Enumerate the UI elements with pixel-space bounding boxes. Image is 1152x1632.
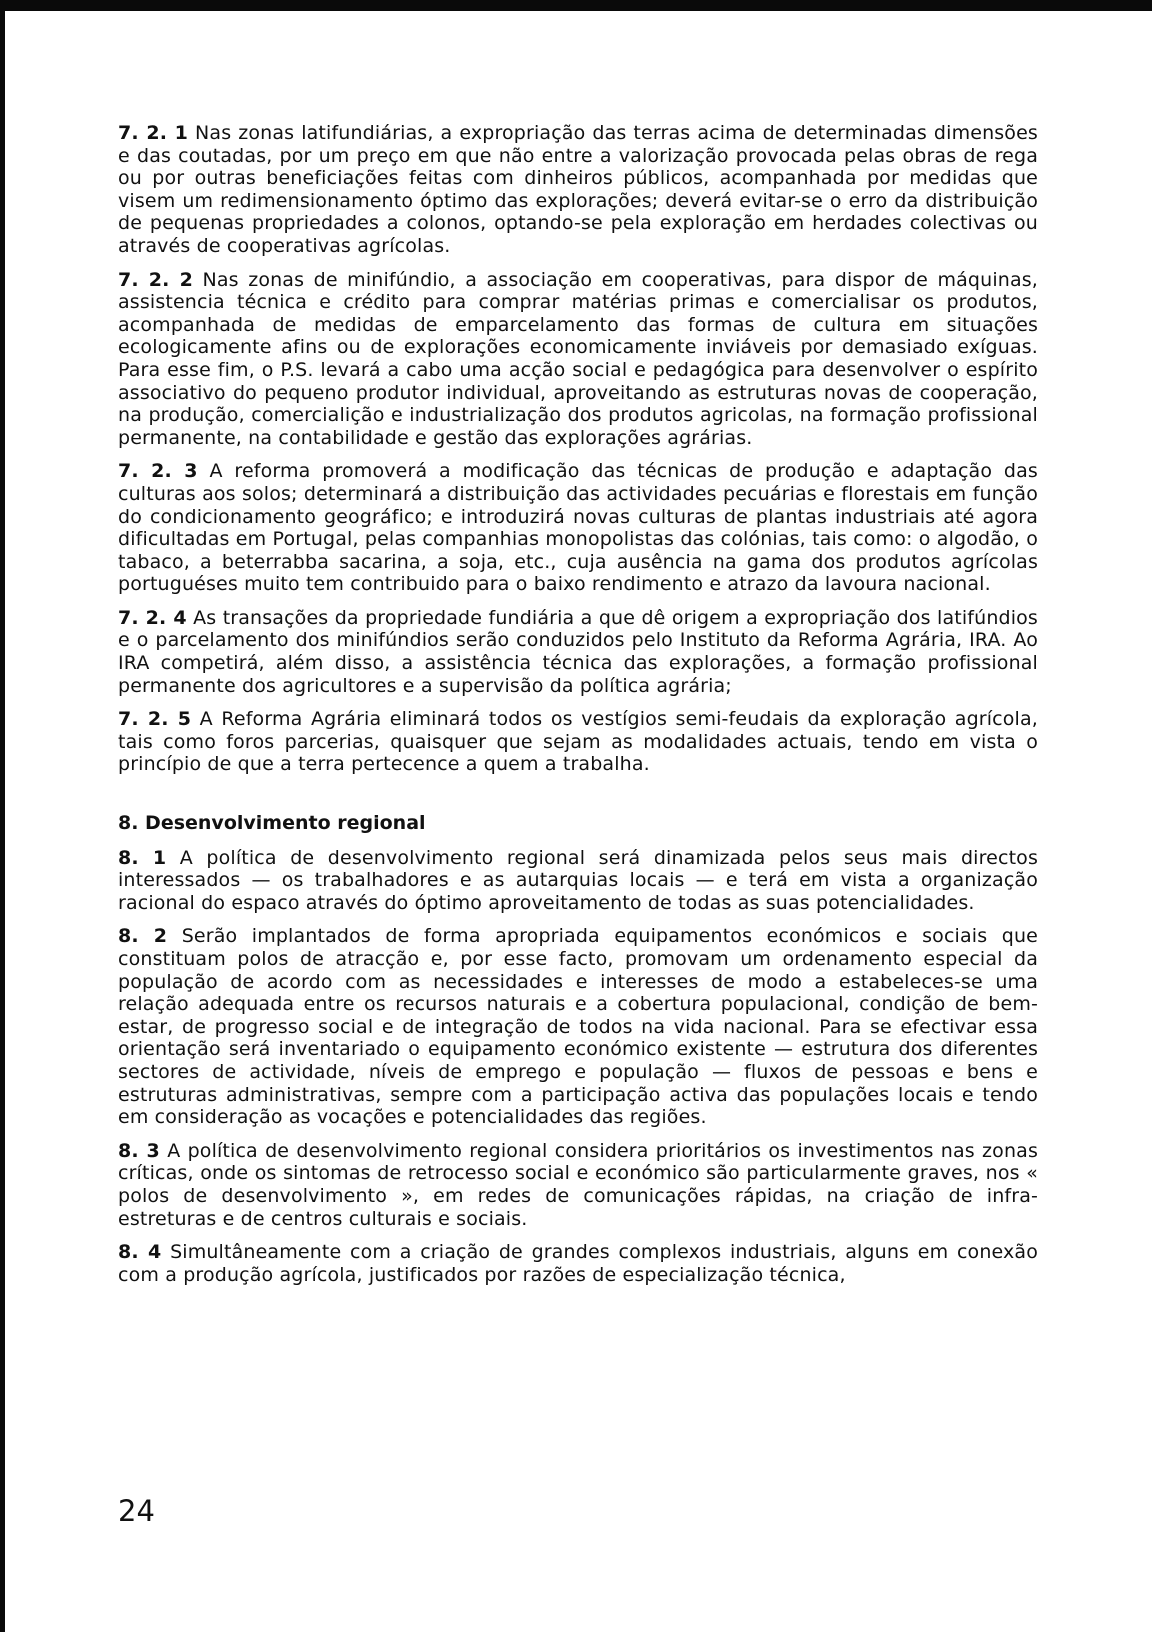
paragraph-number: 7. 2. 4	[118, 606, 187, 629]
paragraph-text: Simultâneamente com a criação de grandes complexos industriais, alguns em conexão com a produção agrícola, justificados por razões de especialização técnica,	[118, 1241, 1038, 1286]
paragraph-number: 8. 4	[118, 1241, 162, 1264]
paragraph-number: 8. 3	[118, 1139, 160, 1162]
paragraph-number: 7. 2. 2	[118, 268, 193, 291]
section-7-2	[118, 122, 1038, 776]
paragraph-text: A política de desenvolvimento regional considera prioritários os investimentos nas zonas críticas, onde os sintomas de retrocesso social e económico são particularmente graves, nos « polos de desenvolvimento », em redes de comunicações rápidas, na criação de infra-estreturas e de centros culturais e sociais.	[118, 1139, 1038, 1230]
page-number: 24	[118, 1494, 155, 1528]
paragraph-8-2	[118, 925, 1038, 1128]
scan-border-top	[0, 0, 1152, 11]
scan-border-left	[0, 0, 5, 1632]
paragraph-7-2-1	[118, 122, 1038, 258]
section-8	[118, 812, 1038, 1286]
paragraph-text: Nas zonas de minifúndio, a associação em cooperativas, para dispor de máquinas, assistencia técnica e crédito para comprar matérias primas e comercialisar os produtos, acompanhada de medidas de emparcelamento das formas de cultura em situações ecologicamente afins ou de explorações economicamente inviáveis por demasiado exíguas. Para esse fim, o P.S. levará a cabo uma acção social e pedagógica para desenvolver o espírito associativo do pequeno produtor individual, aproveitando as estruturas novas de cooperação, na produção, comercialição e industrialização dos produtos agricolas, na formação profissional permanente, na contabilidade e gestão das explorações agrárias.	[118, 268, 1038, 449]
section-heading: 8. Desenvolvimento regional	[118, 812, 426, 835]
paragraph-8-1	[118, 847, 1038, 915]
paragraph-number: 7. 2. 5	[118, 708, 192, 731]
paragraph-text: Serão implantados de forma apropriada equipamentos económicos e sociais que constituam polos de atracção e, por esse facto, promovam um ordenamento especial da população de acordo com as necessidades e interesses de modo a estabeleces-se uma relação adequada entre os recursos naturais e a cobertura populacional, condição de bem-estar, de progresso social e de integração de todos na vida nacional. Para se efectivar essa orientação será inventariado o equipamento económico existente — estrutura dos diferentes sectores de actividade, níveis de emprego e população — fluxos de pessoas e bens e estruturas administrativas, sempre com a participação activa das populações locais e tendo em consideração as vocações e potencialidades das regiões.	[118, 925, 1038, 1129]
paragraph-number: 8. 2	[118, 925, 168, 948]
paragraph-7-2-4	[118, 607, 1038, 697]
paragraph-number: 8. 1	[118, 846, 167, 869]
paragraph-8-4	[118, 1241, 1038, 1286]
paragraph-text: A reforma promoverá a modificação das técnicas de produção e adaptação das culturas aos solos; determinará a distribuição das actividades pecuárias e florestais em função do condicionamento geográfico; e introduzirá novas culturas de plantas industriais até agora dificultadas em Portugal, pelas companhias monopolistas das colónias, tais como: o algodão, o tabaco, a beterrabba sacarina, a soja, etc., cuja ausência na gama dos produtos agrícolas portuguéses muito tem contribuido para o baixo rendimento e atrazo da lavoura nacional.	[118, 460, 1038, 596]
paragraph-number: 7. 2. 3	[118, 460, 198, 483]
paragraph-text: A Reforma Agrária eliminará todos os vestígios semi-feudais da exploração agrícola, tais como foros parcerias, quaisquer que sejam as modalidades actuais, tendo em vista o princípio de que a terra pertecence a quem a trabalha.	[118, 708, 1038, 776]
document-body	[118, 122, 1038, 1297]
paragraph-8-3	[118, 1140, 1038, 1230]
paragraph-text: Nas zonas latifundiárias, a expropriação das terras acima de determinadas dimensões e das coutadas, por um preço em que não entre a valorização provocada pelas obras de rega ou por outras beneficiações feitas com dinheiros públicos, acompanhada por medidas que visem um redimensionamento óptimo das explorações; deverá evitar-se o erro da distribuição de pequenas propriedades a colonos, optando-se pela exploração em herdades colectivas ou através de cooperativas agrícolas.	[118, 122, 1038, 257]
paragraph-number: 7. 2. 1	[118, 122, 189, 144]
paragraph-7-2-2	[118, 269, 1038, 450]
paragraph-text: A política de desenvolvimento regional será dinamizada pelos seus mais directos interessados — os trabalhadores e as autarquias locais — e terá em vista a organização racional do espaco através do óptimo aproveitamento de todas as suas potencialidades.	[118, 846, 1038, 914]
paragraph-7-2-3	[118, 460, 1038, 596]
paragraph-text: As transações da propriedade fundiária a que dê origem a expropriação dos latifúndios e o parcelamento dos minifúndios serão conduzidos pelo Instituto da Reforma Agrária, IRA. Ao IRA competirá, além disso, a assistência técnica das explorações, a formação profissional permanente dos agricultores e a supervisão da política agrária;	[118, 606, 1038, 697]
paragraph-7-2-5	[118, 708, 1038, 776]
